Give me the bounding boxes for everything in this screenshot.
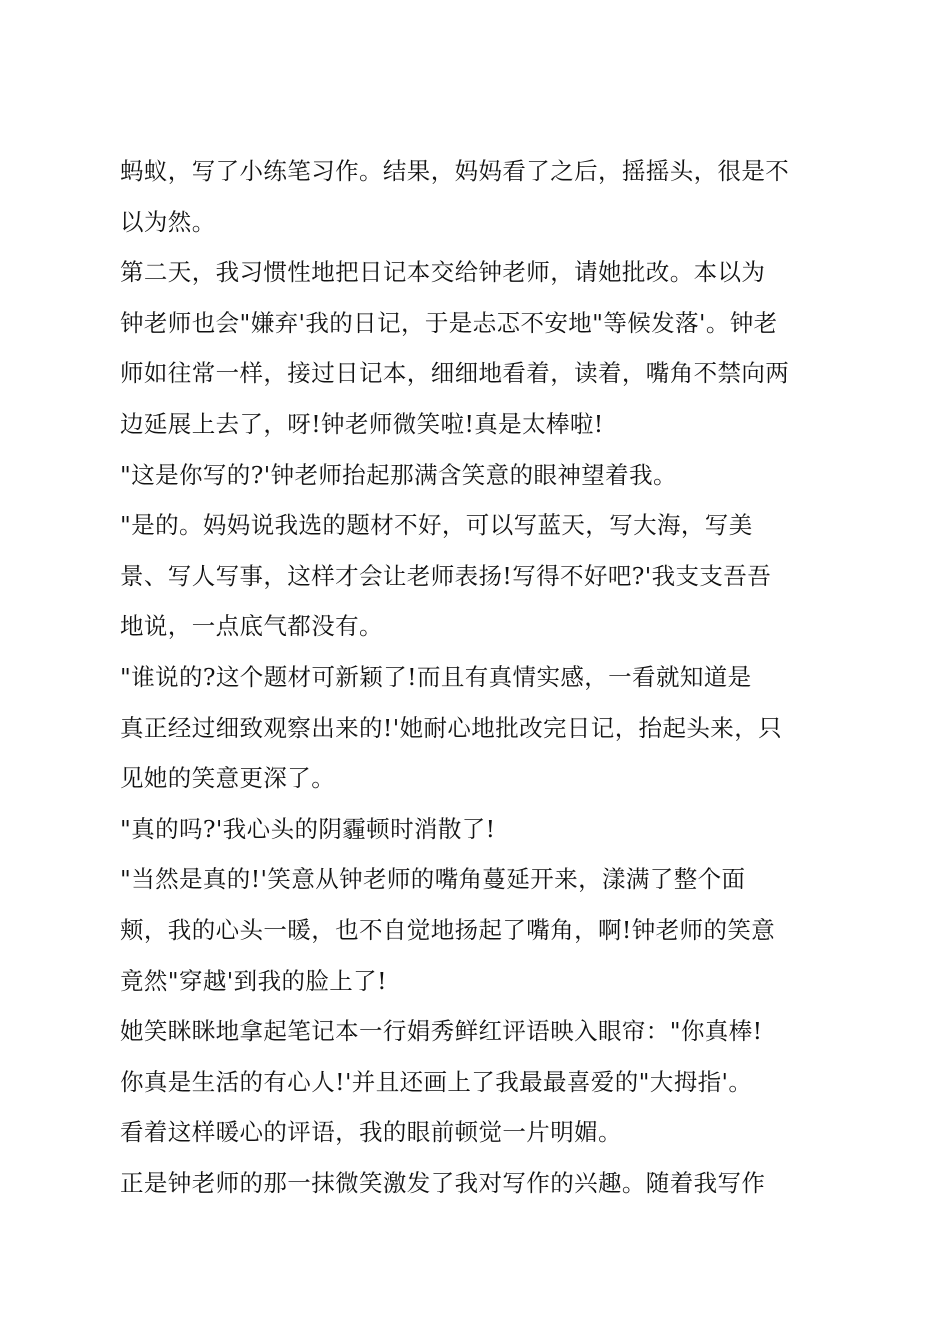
text-line: 地说，一点底气都没有。 [120,612,383,641]
text-line: "这是你写的?'钟老师抬起那满含笑意的眼神望着我。 [120,460,677,489]
text-line: 竟然"穿越'到我的脸上了! [120,966,387,995]
text-line: 她笑眯眯地拿起笔记本一行娟秀鲜红评语映入眼帘："你真棒! [120,1017,763,1046]
text-line: 真正经过细致观察出来的!'她耐心地批改完日记，抬起头来，只 [120,713,783,742]
text-line: 见她的笑意更深了。 [120,764,336,793]
text-line: "谁说的?这个题材可新颖了!而且有真情实感，一看就知道是 [120,662,752,691]
text-line: 师如往常一样，接过日记本，细细地看着，读着，嘴角不禁向两 [120,359,790,388]
text-line: 颊，我的心头一暖，也不自觉地扬起了嘴角，啊!钟老师的笑意 [120,915,776,944]
essay-body [120,146,832,1208]
text-line: "真的吗?'我心头的阴霾顿时消散了! [120,814,496,843]
text-line: 钟老师也会"嫌弃'我的日记，于是忐忑不安地"等候发落'。钟老 [120,308,778,337]
text-line: "是的。妈妈说我选的题材不好，可以写蓝天，写大海，写美 [120,511,753,540]
text-line: 正是钟老师的那一抹微笑激发了我对写作的兴趣。随着我写作 [120,1168,766,1197]
text-line: 蚂蚁，写了小练笔习作。结果，妈妈看了之后，摇摇头，很是不 [120,157,790,185]
text-line: 看着这样暖心的评语，我的眼前顿觉一片明媚。 [120,1118,622,1147]
text-line: "当然是真的!'笑意从钟老师的嘴角蔓延开来，漾满了整个面 [120,865,746,894]
text-line: 景、写人写事，这样才会让老师表扬!写得不好吧?'我支支吾吾 [120,561,772,590]
text-line: 以为然。 [120,207,216,236]
text-line: 第二天，我习惯性地把日记本交给钟老师，请她批改。本以为 [120,258,766,287]
text-line: 边延展上去了，呀!钟老师微笑啦!真是太棒啦! [120,409,604,438]
text-line: 你真是生活的有心人!'并且还画上了我最最喜爱的"大拇指'。 [120,1067,753,1096]
